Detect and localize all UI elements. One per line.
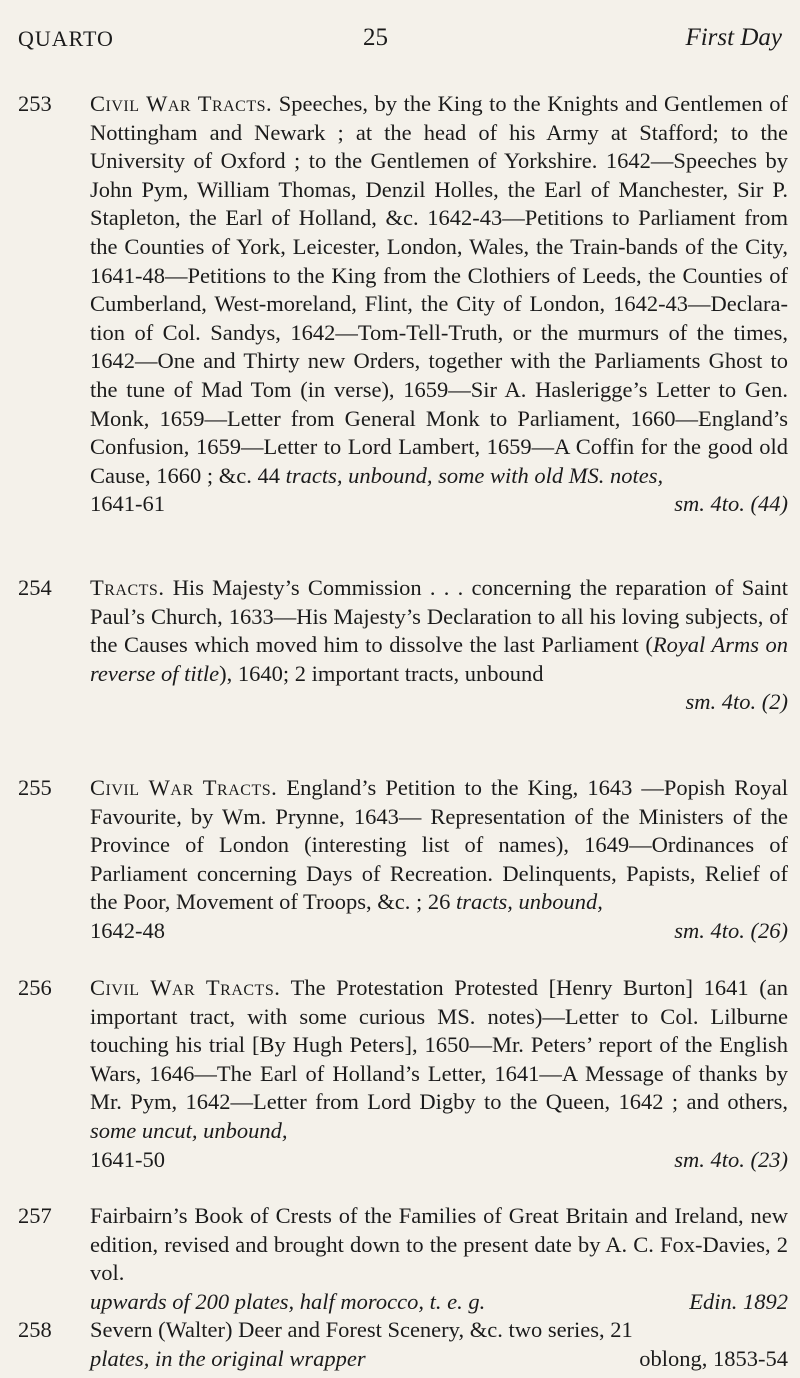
lot-title: Severn bbox=[90, 1317, 153, 1342]
lot-list bbox=[18, 90, 788, 1374]
header-format: QUARTO bbox=[18, 26, 114, 51]
lot-format: sm. 4to. (44) bbox=[674, 491, 788, 517]
lot-title: Fairbairn’s bbox=[90, 1203, 188, 1228]
lot-entry bbox=[18, 574, 788, 774]
lot-number: 258 bbox=[18, 1317, 52, 1342]
page-number: 25 bbox=[363, 24, 388, 51]
lot-format: Edin. 1892 bbox=[689, 1288, 788, 1314]
lot-body: England’s Petition to the King, 1643 —Popish Royal Favourite, by Wm. Prynne, 1643— Representation of the Ministers of the Province of London (interesting list of names), 1649—Ordinances of Parliament concerning Days of Recreation. Delinquents, Papists, Relief of the Poor, Movement of Troops, &c. ; 26 bbox=[90, 775, 788, 915]
lot-condition: tracts, unbound, bbox=[455, 889, 603, 915]
lot-entry bbox=[18, 974, 788, 1202]
lot-number: 257 bbox=[18, 1203, 52, 1228]
lot-format: oblong, 1853-54 bbox=[639, 1345, 788, 1371]
lot-entry bbox=[18, 90, 788, 574]
lot-body: The Protestation Protested [Henry Burton] 1641 (an important tract, with some curious MS. notes)—Letter to Col. Lilburne touching his trial [By Hugh Peters], 1650—Mr. Peters’ report of the English Wars, 1646—The Earl of Holland’s Letter, 1641—A Message of thanks by Mr. Pym, 1642—Letter from Lord Digby to the Queen, 1642 ; and others, bbox=[90, 975, 789, 1115]
lot-dates: 1641-50 bbox=[90, 1146, 165, 1172]
lot-description bbox=[90, 974, 788, 1174]
lot-body: (Walter) Deer and Forest Scenery, &c. two series, 21 bbox=[158, 1317, 633, 1342]
lot-entry bbox=[18, 1202, 788, 1316]
lot-number: 256 bbox=[18, 975, 52, 1000]
lot-description bbox=[90, 574, 788, 717]
lot-format: sm. 4to. (2) bbox=[685, 689, 788, 715]
lot-condition: tracts, unbound, some with old MS. notes, bbox=[285, 462, 664, 488]
lot-number: 255 bbox=[18, 775, 52, 800]
lot-condition: Royal Arms on reverse of title bbox=[90, 632, 788, 686]
lot-description bbox=[90, 90, 788, 519]
lot-dates: 1642-48 bbox=[90, 917, 165, 943]
lot-description bbox=[90, 1202, 788, 1316]
lot-description bbox=[90, 774, 788, 946]
lot-title: Civil War Tracts. bbox=[90, 975, 281, 1000]
lot-entry bbox=[18, 774, 788, 974]
lot-title: Tracts. bbox=[90, 575, 165, 600]
lot-title: Civil War Tracts. bbox=[90, 775, 278, 800]
lot-dates: ), 1640; 2 important tracts, unbound bbox=[219, 660, 544, 686]
lot-body: His Majesty’s Commission . . . concerning the reparation of Saint Paul’s Church, 1633—His Majesty’s Declaration to all his loving subjects, of the Causes which moved him to dissolve the last Parliament ( bbox=[90, 575, 788, 658]
page-header bbox=[18, 18, 782, 54]
lot-format: sm. 4to. (26) bbox=[674, 917, 788, 943]
lot-body: Book of Crests of the Families of Great Britain and Ireland, new edition, revised and brought down to the present date by A. C. Fox-Davies, 2 vol. bbox=[90, 1203, 789, 1286]
lot-description bbox=[90, 1316, 788, 1373]
lot-condition: some uncut, unbound, bbox=[90, 1117, 288, 1143]
lot-number: 254 bbox=[18, 575, 52, 600]
lot-format: sm. 4to. (23) bbox=[674, 1146, 788, 1172]
lot-body: Speeches, by the King to the Knights and Gentlemen of Nottingham and Newark ; at the head of his Army at Stafford; to the University of Oxford ; to the Gentlemen of Yorkshire. 1642—Speeches by John Pym, William Thomas, Denzil Holles, the Earl of Manchester, Sir P. Stapleton, the Earl of Holland, &c. 1642-43—Petitions to Parliament from the Counties of York, Leicester, London, Wales, the Train-bands of the City, 1641-48—Petitions to the King from the Clothiers of Leeds, the Counties of Cumberland, West-moreland, Flint, the City of London, 1642-43—Declara-tion of Col. Sandys, 1642—Tom-Tell-Truth, or the murmurs of the times, 1642—One and Thirty new Orders, together with the Parliaments Ghost to the tune of Mad Tom (in verse), 1659—Sir A. Haslerigge’s Letter to Gen. Monk, 1659—Letter from General Monk to Parliament, 1660—England’s Confusion, 1659—Letter to Lord Lambert, 1659—A Coffin for the good old Cause, 1660 ; &c. 44 bbox=[90, 91, 788, 488]
lot-number: 253 bbox=[18, 91, 52, 116]
lot-condition: upwards of 200 plates, half morocco, t. e. g. bbox=[90, 1288, 486, 1314]
lot-dates: 1641-61 bbox=[90, 491, 165, 517]
lot-condition: plates, in the original wrapper bbox=[90, 1345, 366, 1371]
lot-title: Civil War Tracts. bbox=[90, 91, 273, 116]
lot-entry bbox=[18, 1316, 788, 1374]
header-sale-day: First Day bbox=[685, 24, 782, 51]
